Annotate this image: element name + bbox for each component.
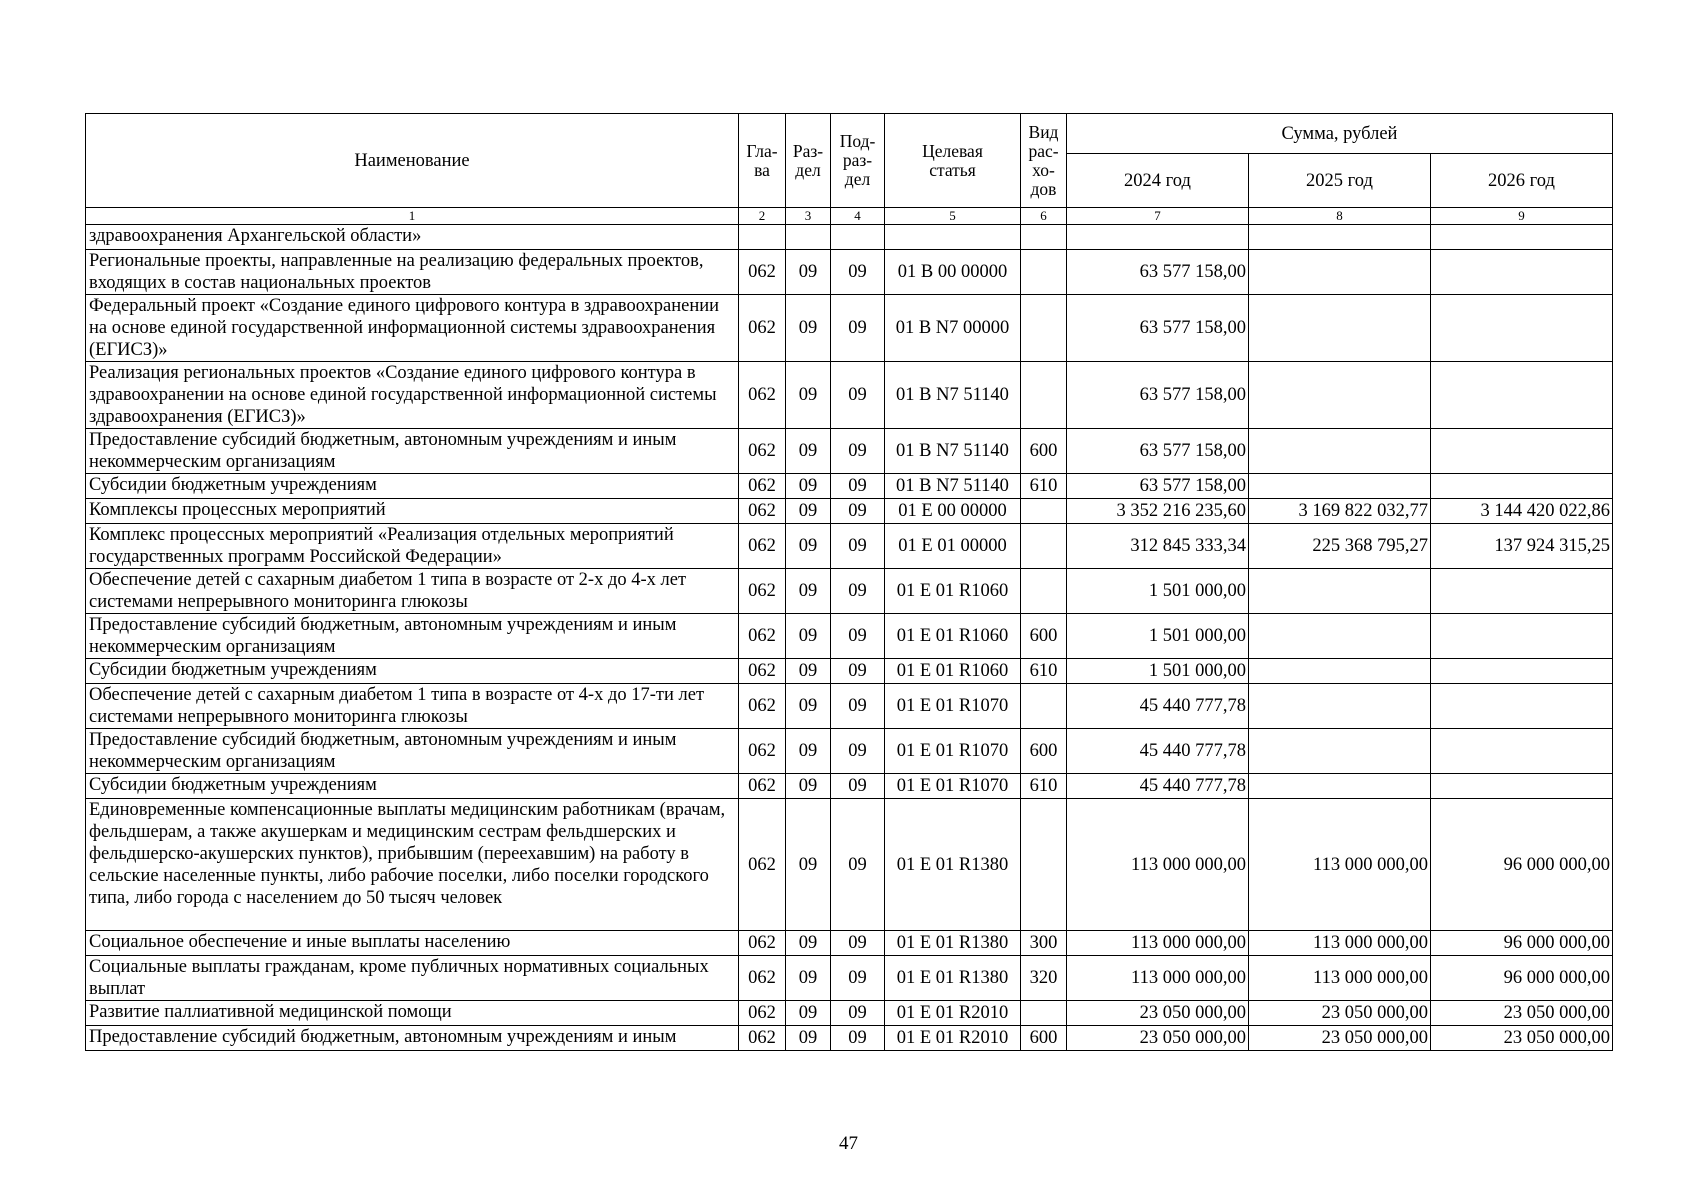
row-expense-type <box>1021 225 1067 250</box>
row-podrazdel: 09 <box>831 614 885 659</box>
row-name: Субсидии бюджетным учреждениям <box>86 774 739 799</box>
row-target-article: 01 Е 01 R1070 <box>885 774 1021 799</box>
row-glava: 062 <box>739 659 786 684</box>
row-sum-2025 <box>1249 569 1431 614</box>
row-razdel: 09 <box>786 569 831 614</box>
row-podrazdel: 09 <box>831 524 885 569</box>
row-sum-2026 <box>1431 250 1613 295</box>
row-expense-type: 600 <box>1021 614 1067 659</box>
row-sum-2025: 23 050 000,00 <box>1249 1001 1431 1026</box>
row-razdel: 09 <box>786 931 831 956</box>
row-sum-2024: 113 000 000,00 <box>1067 956 1249 1001</box>
row-target-article: 01 Е 01 R1380 <box>885 931 1021 956</box>
row-sum-2026: 96 000 000,00 <box>1431 931 1613 956</box>
row-sum-2024: 1 501 000,00 <box>1067 614 1249 659</box>
row-sum-2025 <box>1249 474 1431 499</box>
row-glava: 062 <box>739 1001 786 1026</box>
row-sum-2025: 113 000 000,00 <box>1249 931 1431 956</box>
column-number: 4 <box>831 208 885 225</box>
row-sum-2026 <box>1431 614 1613 659</box>
row-podrazdel: 09 <box>831 931 885 956</box>
row-target-article: 01 Е 01 00000 <box>885 524 1021 569</box>
row-expense-type: 610 <box>1021 659 1067 684</box>
table-body <box>86 225 1613 1051</box>
row-glava: 062 <box>739 569 786 614</box>
row-sum-2024: 113 000 000,00 <box>1067 931 1249 956</box>
row-razdel <box>786 225 831 250</box>
row-glava: 062 <box>739 931 786 956</box>
column-number: 1 <box>86 208 739 225</box>
row-sum-2024: 1 501 000,00 <box>1067 569 1249 614</box>
row-sum-2025: 23 050 000,00 <box>1249 1026 1431 1051</box>
table-row <box>86 474 1613 499</box>
row-sum-2025 <box>1249 429 1431 474</box>
table-row <box>86 569 1613 614</box>
header-year-2025: 2025 год <box>1249 154 1431 208</box>
row-target-article: 01 Е 00 00000 <box>885 499 1021 524</box>
row-podrazdel <box>831 225 885 250</box>
table-row <box>86 1001 1613 1026</box>
row-sum-2025 <box>1249 362 1431 429</box>
column-number: 5 <box>885 208 1021 225</box>
row-target-article: 01 В N7 51140 <box>885 474 1021 499</box>
row-sum-2026 <box>1431 429 1613 474</box>
table-row <box>86 774 1613 799</box>
row-glava: 062 <box>739 1026 786 1051</box>
row-razdel: 09 <box>786 684 831 729</box>
row-target-article: 01 Е 01 R1060 <box>885 614 1021 659</box>
row-name: Предоставление субсидий бюджетным, автономным учреждениям и иным <box>86 1026 739 1051</box>
table-row <box>86 250 1613 295</box>
row-target-article: 01 Е 01 R1380 <box>885 956 1021 1001</box>
row-target-article: 01 Е 01 R1070 <box>885 684 1021 729</box>
row-sum-2026 <box>1431 729 1613 774</box>
row-razdel: 09 <box>786 295 831 362</box>
table-row <box>86 614 1613 659</box>
row-glava: 062 <box>739 774 786 799</box>
row-glava: 062 <box>739 729 786 774</box>
column-number: 8 <box>1249 208 1431 225</box>
row-target-article: 01 В 00 00000 <box>885 250 1021 295</box>
table-row <box>86 295 1613 362</box>
row-sum-2024: 23 050 000,00 <box>1067 1026 1249 1051</box>
row-sum-2024: 23 050 000,00 <box>1067 1001 1249 1026</box>
row-sum-2024: 45 440 777,78 <box>1067 684 1249 729</box>
row-expense-type: 600 <box>1021 1026 1067 1051</box>
row-sum-2024: 312 845 333,34 <box>1067 524 1249 569</box>
header-year-2024: 2024 год <box>1067 154 1249 208</box>
row-sum-2025: 3 169 822 032,77 <box>1249 499 1431 524</box>
row-target-article: 01 В N7 51140 <box>885 429 1021 474</box>
row-podrazdel: 09 <box>831 684 885 729</box>
row-razdel: 09 <box>786 774 831 799</box>
row-name: Региональные проекты, направленные на реализацию федеральных проектов, входящих в состав национальных проектов <box>86 250 739 295</box>
row-razdel: 09 <box>786 1001 831 1026</box>
row-podrazdel: 09 <box>831 1026 885 1051</box>
row-sum-2026: 96 000 000,00 <box>1431 799 1613 931</box>
row-target-article <box>885 225 1021 250</box>
row-sum-2026 <box>1431 295 1613 362</box>
row-name: Федеральный проект «Создание единого цифрового контура в здравоохранении на основе единой государственной информационной системы здравоохранения (ЕГИСЗ)» <box>86 295 739 362</box>
row-razdel: 09 <box>786 659 831 684</box>
row-sum-2025: 225 368 795,27 <box>1249 524 1431 569</box>
row-target-article: 01 Е 01 R2010 <box>885 1001 1021 1026</box>
row-sum-2026: 137 924 315,25 <box>1431 524 1613 569</box>
header-name: Наименование <box>86 114 739 208</box>
table-row <box>86 729 1613 774</box>
column-number: 3 <box>786 208 831 225</box>
table-row <box>86 659 1613 684</box>
row-podrazdel: 09 <box>831 1001 885 1026</box>
row-sum-2024: 63 577 158,00 <box>1067 474 1249 499</box>
header-vid: Вид рас- хо- дов <box>1021 114 1067 208</box>
column-number: 7 <box>1067 208 1249 225</box>
row-sum-2026 <box>1431 774 1613 799</box>
row-razdel: 09 <box>786 956 831 1001</box>
row-glava: 062 <box>739 429 786 474</box>
row-razdel: 09 <box>786 799 831 931</box>
row-expense-type <box>1021 362 1067 429</box>
row-sum-2026 <box>1431 659 1613 684</box>
row-target-article: 01 Е 01 R1070 <box>885 729 1021 774</box>
header-sum: Сумма, рублей <box>1067 114 1613 154</box>
row-sum-2025 <box>1249 250 1431 295</box>
header-glava: Гла- ва <box>739 114 786 208</box>
row-name: Обеспечение детей с сахарным диабетом 1 типа в возрасте от 4-х до 17-ти лет системами непрерывного мониторинга глюкозы <box>86 684 739 729</box>
table-row <box>86 799 1613 931</box>
row-glava <box>739 225 786 250</box>
row-expense-type <box>1021 569 1067 614</box>
row-podrazdel: 09 <box>831 569 885 614</box>
row-glava: 062 <box>739 956 786 1001</box>
table-row <box>86 956 1613 1001</box>
row-expense-type: 300 <box>1021 931 1067 956</box>
row-podrazdel: 09 <box>831 295 885 362</box>
table-row <box>86 931 1613 956</box>
table-row <box>86 684 1613 729</box>
header-podrazdel: Под- раз- дел <box>831 114 885 208</box>
column-number: 9 <box>1431 208 1613 225</box>
row-name: Социальное обеспечение и иные выплаты населению <box>86 931 739 956</box>
row-name: Комплексы процессных мероприятий <box>86 499 739 524</box>
row-razdel: 09 <box>786 1026 831 1051</box>
row-sum-2026: 3 144 420 022,86 <box>1431 499 1613 524</box>
row-podrazdel: 09 <box>831 499 885 524</box>
row-expense-type: 320 <box>1021 956 1067 1001</box>
row-glava: 062 <box>739 295 786 362</box>
row-name: Реализация региональных проектов «Создание единого цифрового контура в здравоохранении на основе единой государственной информационной системы здравоохранения (ЕГИСЗ)» <box>86 362 739 429</box>
row-sum-2024: 63 577 158,00 <box>1067 250 1249 295</box>
row-sum-2026 <box>1431 474 1613 499</box>
row-sum-2024: 3 352 216 235,60 <box>1067 499 1249 524</box>
row-glava: 062 <box>739 474 786 499</box>
row-podrazdel: 09 <box>831 474 885 499</box>
row-glava: 062 <box>739 499 786 524</box>
row-razdel: 09 <box>786 429 831 474</box>
row-razdel: 09 <box>786 499 831 524</box>
row-sum-2024: 1 501 000,00 <box>1067 659 1249 684</box>
row-sum-2025 <box>1249 295 1431 362</box>
row-podrazdel: 09 <box>831 956 885 1001</box>
row-target-article: 01 Е 01 R2010 <box>885 1026 1021 1051</box>
row-target-article: 01 Е 01 R1060 <box>885 659 1021 684</box>
row-expense-type <box>1021 1001 1067 1026</box>
row-sum-2025 <box>1249 684 1431 729</box>
row-name: Предоставление субсидий бюджетным, автономным учреждениям и иным некоммерческим организациям <box>86 729 739 774</box>
row-podrazdel: 09 <box>831 729 885 774</box>
row-expense-type <box>1021 684 1067 729</box>
row-podrazdel: 09 <box>831 250 885 295</box>
row-target-article: 01 В N7 00000 <box>885 295 1021 362</box>
row-target-article: 01 Е 01 R1380 <box>885 799 1021 931</box>
row-target-article: 01 Е 01 R1060 <box>885 569 1021 614</box>
row-sum-2025: 113 000 000,00 <box>1249 799 1431 931</box>
row-glava: 062 <box>739 524 786 569</box>
row-sum-2025 <box>1249 225 1431 250</box>
row-glava: 062 <box>739 250 786 295</box>
row-expense-type <box>1021 250 1067 295</box>
row-expense-type: 610 <box>1021 774 1067 799</box>
row-razdel: 09 <box>786 729 831 774</box>
row-sum-2024: 45 440 777,78 <box>1067 774 1249 799</box>
row-name: Развитие паллиативной медицинской помощи <box>86 1001 739 1026</box>
header-year-2026: 2026 год <box>1431 154 1613 208</box>
row-name: Предоставление субсидий бюджетным, автономным учреждениям и иным некоммерческим организациям <box>86 614 739 659</box>
table-row <box>86 362 1613 429</box>
row-expense-type: 600 <box>1021 429 1067 474</box>
table-row <box>86 1026 1613 1051</box>
row-name: Социальные выплаты гражданам, кроме публичных нормативных социальных выплат <box>86 956 739 1001</box>
row-sum-2025 <box>1249 659 1431 684</box>
row-razdel: 09 <box>786 614 831 659</box>
row-name: Единовременные компенсационные выплаты медицинским работникам (врачам, фельдшерам, а также акушеркам и медицинским сестрам фельдшерских и фельдшерско-акушерских пунктов), прибывшим (переехавшим) на работу в сельские населенные пункты, либо рабочие поселки, либо поселки городского типа, либо города с населением до 50 тысяч человек <box>86 799 739 931</box>
row-razdel: 09 <box>786 524 831 569</box>
row-target-article: 01 В N7 51140 <box>885 362 1021 429</box>
row-sum-2024: 45 440 777,78 <box>1067 729 1249 774</box>
row-sum-2026: 23 050 000,00 <box>1431 1026 1613 1051</box>
row-expense-type: 600 <box>1021 729 1067 774</box>
row-name: Субсидии бюджетным учреждениям <box>86 659 739 684</box>
row-razdel: 09 <box>786 362 831 429</box>
header-target: Целевая статья <box>885 114 1021 208</box>
row-expense-type: 610 <box>1021 474 1067 499</box>
row-name: Обеспечение детей с сахарным диабетом 1 типа в возрасте от 2-х до 4-х лет системами непрерывного мониторинга глюкозы <box>86 569 739 614</box>
header-razdel: Раз- дел <box>786 114 831 208</box>
page-number: 47 <box>839 1133 858 1154</box>
row-podrazdel: 09 <box>831 429 885 474</box>
row-sum-2026 <box>1431 225 1613 250</box>
row-sum-2026 <box>1431 569 1613 614</box>
row-expense-type <box>1021 799 1067 931</box>
table-row <box>86 499 1613 524</box>
column-number: 6 <box>1021 208 1067 225</box>
row-podrazdel: 09 <box>831 362 885 429</box>
budget-table <box>85 113 1613 1051</box>
row-sum-2025 <box>1249 729 1431 774</box>
row-sum-2024: 113 000 000,00 <box>1067 799 1249 931</box>
row-name: Субсидии бюджетным учреждениям <box>86 474 739 499</box>
row-glava: 062 <box>739 614 786 659</box>
row-name: Комплекс процессных мероприятий «Реализация отдельных мероприятий государственных программ Российской Федерации» <box>86 524 739 569</box>
row-sum-2024: 63 577 158,00 <box>1067 295 1249 362</box>
row-sum-2026: 96 000 000,00 <box>1431 956 1613 1001</box>
table-row <box>86 524 1613 569</box>
row-expense-type <box>1021 295 1067 362</box>
table-row <box>86 429 1613 474</box>
row-sum-2024: 63 577 158,00 <box>1067 362 1249 429</box>
row-podrazdel: 09 <box>831 799 885 931</box>
row-sum-2025 <box>1249 774 1431 799</box>
row-glava: 062 <box>739 362 786 429</box>
row-sum-2026 <box>1431 362 1613 429</box>
row-expense-type <box>1021 524 1067 569</box>
row-sum-2026: 23 050 000,00 <box>1431 1001 1613 1026</box>
column-number: 2 <box>739 208 786 225</box>
row-glava: 062 <box>739 684 786 729</box>
row-sum-2025 <box>1249 614 1431 659</box>
row-razdel: 09 <box>786 250 831 295</box>
table-row <box>86 225 1613 250</box>
row-podrazdel: 09 <box>831 659 885 684</box>
row-name: Предоставление субсидий бюджетным, автономным учреждениям и иным некоммерческим организациям <box>86 429 739 474</box>
row-razdel: 09 <box>786 474 831 499</box>
row-expense-type <box>1021 499 1067 524</box>
row-sum-2025: 113 000 000,00 <box>1249 956 1431 1001</box>
row-sum-2024 <box>1067 225 1249 250</box>
row-name: здравоохранения Архангельской области» <box>86 225 739 250</box>
row-podrazdel: 09 <box>831 774 885 799</box>
column-number-row <box>86 208 1613 225</box>
row-sum-2024: 63 577 158,00 <box>1067 429 1249 474</box>
row-sum-2026 <box>1431 684 1613 729</box>
row-glava: 062 <box>739 799 786 931</box>
